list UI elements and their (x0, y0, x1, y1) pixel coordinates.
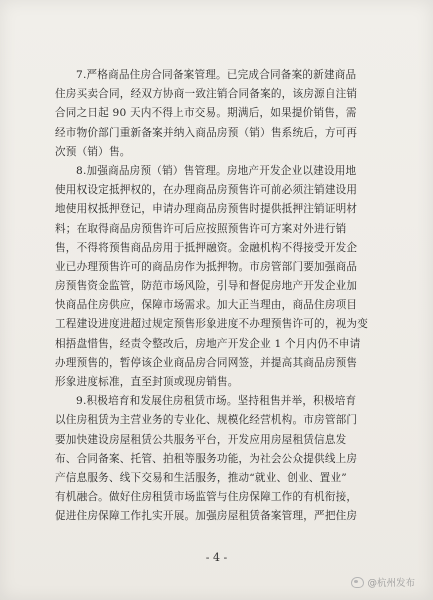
text-line: 工程建设进度进超过规定预售形象进度不办理预售许可的，视为变 (55, 318, 369, 331)
paragraph-9 (55, 392, 400, 526)
text-line: 促进住房保障工作扎实开展。加强房屋租赁备案管理，严把住房 (55, 510, 358, 523)
text-line: 次预（销）售。 (55, 145, 131, 158)
text-line: 8.加强商品房预（销）售管理。房地产开发企业以建设用地 (76, 164, 357, 177)
text-line: 住房买卖合同，经双方协商一致注销合同备案的，该房源自注销 (55, 88, 358, 101)
text-line: 售，不得将预售商品房用于抵押融资。金融机构不得接受开发企 (55, 241, 358, 254)
text-line: 地使用权抵押登记，申请办理商品房预售时提供抵押注销证明材 (55, 203, 358, 216)
weibo-icon (351, 577, 364, 588)
page-number: - 4 - (205, 551, 228, 564)
text-line: 相捂盘惜售，经责令整改后，房地产开发企业 1 个月内仍不申请 (55, 337, 361, 350)
text-line: 要加快建设房屋租赁公共服务平台，开发应用房屋租赁信息发 (55, 433, 347, 446)
text-line: 经市物价部门重新备案并纳入商品房预（销）售系统后，方可再 (55, 126, 358, 139)
paragraph-8 (55, 162, 400, 392)
text-line: 房预售资金监管，防范市场风险，引导和督促房地产开发企业加 (55, 280, 358, 293)
paragraph-7 (55, 66, 400, 162)
text-line: 使用权设定抵押权的，在办理商品房预售许可前必须注销建设用 (55, 184, 358, 197)
watermark-text: @杭州发布 (367, 578, 415, 589)
text-line: 产信息服务、线下交易和生活服务，推动“就业、创业、置业” (55, 471, 347, 484)
text-line: 料；在取得商品房预售许可后应按照预售许可方案对外进行销 (55, 222, 347, 235)
text-line: 布、合同备案、托管、拍租等服务功能，为社会公众提供线上房 (55, 452, 358, 465)
document-body (55, 66, 400, 527)
text-line: 办理预售的，暂停该企业商品房合同网签，并提高其商品房预售 (55, 356, 358, 369)
text-line: 9.积极培育和发展住房租赁市场。坚持租售并举，积极培育 (76, 395, 357, 408)
text-line: 合同之日起 90 天内不得上市交易。期满后，如果提价销售，需 (55, 107, 357, 120)
text-line: 业已办理预售许可的商品房作为抵押物。市房管部门要加强商品 (55, 260, 358, 273)
text-line: 有机融合。做好住房租赁市场监管与住房保障工作的有机衔接， (55, 491, 358, 504)
text-line: 以住房租赁为主营业务的专业化、规模化经营机构。市房管部门 (55, 414, 358, 427)
watermark (351, 575, 415, 589)
text-line: 7.严格商品住房合同备案管理。已完成合同备案的新建商品 (76, 69, 357, 81)
text-line: 形象进度标准，直至封顶或现房销售。 (55, 376, 239, 388)
text-line: 快商品住房供应，保障市场需求。加大正当理由，商品住房项目 (55, 299, 358, 312)
